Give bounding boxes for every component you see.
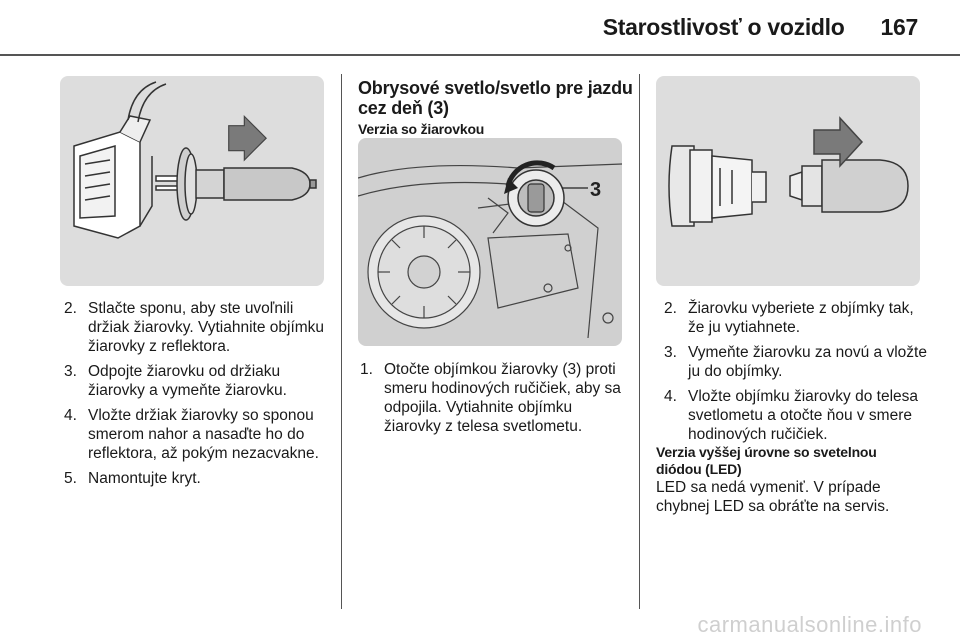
column-divider-2	[639, 74, 640, 609]
led-paragraph: LED sa nedá vymeniť. V prípade chybnej LED sa obráťte na servis.	[656, 479, 890, 515]
callout-label: 3	[590, 179, 602, 201]
headlamp-illustration	[358, 138, 622, 346]
column-divider-1	[341, 74, 342, 609]
page-header	[603, 14, 918, 41]
led-subheading: Verzia vyššej úrovne so svetelnou diódou (LED)	[656, 444, 877, 477]
right-steps-list	[664, 299, 928, 450]
section-subheading: Verzia so žiarovkou	[358, 121, 485, 137]
list-item: 1. Otočte objímkou žiarovky (3) proti smeru hodinových ručičiek, aby sa odpojila. Vytiahnite objímku žiarovky z telesa svetlometu.	[360, 361, 621, 435]
list-item: 4. Vložte držiak žiarovky so sponou smerom nahor a nasaďte ho do reflektora, až pokým nezacvakne.	[64, 407, 319, 462]
middle-steps-list	[360, 360, 628, 442]
list-item: 3. Odpojte žiarovku od držiaku žiarovky a vymeňte žiarovku.	[64, 363, 287, 399]
header-rule	[0, 54, 960, 56]
bulb-holder-illustration	[60, 76, 324, 286]
list-item: 3. Vymeňte žiarovku za novú a vložte ju do objímky.	[664, 344, 927, 380]
list-item: 4. Vložte objímku žiarovky do telesa svetlometu a otočte ňou v smere hodinových ručičiek.	[664, 388, 919, 443]
list-item: 5. Namontujte kryt.	[64, 470, 201, 487]
list-item: 2. Stlačte sponu, aby ste uvoľnili držiak žiarovky. Vytiahnite objímku žiarovky z reflektora.	[64, 300, 325, 355]
left-steps-list	[64, 299, 332, 494]
list-item: 2. Žiarovku vyberiete z objímky tak, že ju vytiahnete.	[664, 300, 914, 336]
section-heading: Obrysové svetlo/svetlo pre jazdu cez deň (3)	[358, 78, 633, 118]
page-number: 167	[880, 14, 918, 40]
wedge-bulb-illustration	[656, 76, 920, 286]
page-title: Starostlivosť o vozidlo	[602, 14, 845, 40]
watermark: carmanualsonline.info	[697, 612, 922, 637]
